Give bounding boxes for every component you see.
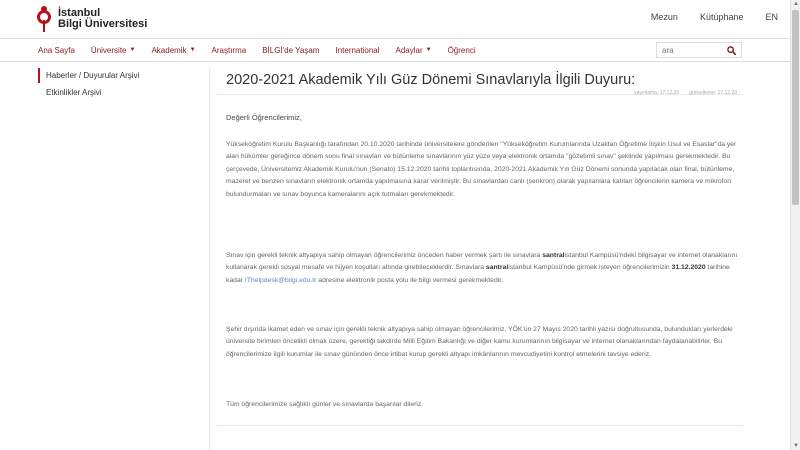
nav-item-academic[interactable] (151, 46, 195, 55)
text-span: istanbul Kampüsü'nde girmek isteyen öğrencilerimizin (508, 264, 672, 272)
paragraph-4: Tüm öğrencilerimize sağlıklı günler ve sınavlarda başarılar dileriz. (226, 401, 424, 408)
sidebar-item-label: Haberler / Duyurular Arşivi (46, 71, 140, 80)
top-header (0, 0, 790, 38)
search-input[interactable] (657, 46, 719, 55)
nav-item-label: Akademik (151, 45, 187, 55)
paragraph-2 (226, 250, 738, 287)
top-link-library[interactable]: Kütüphane (699, 12, 744, 22)
nav-item-label: Adaylar (395, 45, 423, 55)
university-logo[interactable] (36, 6, 147, 32)
nav-item-label: Öğrenci (447, 45, 476, 55)
sidebar-item-events-archive[interactable] (38, 85, 209, 100)
page-title: 2020-2021 Akademik Yılı Güz Dönemi Sınavlarıyla İlgili Duyuru: (226, 72, 636, 88)
scrollbar[interactable] (790, 0, 800, 450)
main-navigation (0, 38, 790, 62)
scroll-up-icon[interactable]: ▲ (793, 1, 799, 7)
nav-item-label: BİLGİ'de Yaşam (262, 45, 320, 55)
search-box (656, 42, 742, 58)
chevron-down-icon: ▼ (129, 47, 136, 53)
greeting: Değerli Öğrencilerimiz, (226, 113, 302, 122)
nav-menu (38, 39, 492, 61)
scrollbar-thumb[interactable] (792, 10, 799, 205)
deadline-date: 31.12.2020 (671, 264, 706, 272)
helpdesk-email-link[interactable]: IThelpdesk@bilgi.edu.tr (244, 276, 317, 284)
article (217, 66, 743, 450)
chevron-down-icon: ▼ (189, 47, 196, 53)
published-date: yayınlama: 17.12.20 (634, 90, 680, 96)
logo-mark-icon (36, 6, 52, 32)
logo-line-2: Bilgi Üniversitesi (58, 18, 148, 30)
top-links (651, 12, 778, 22)
sidebar (38, 68, 210, 450)
search-button[interactable] (723, 43, 739, 57)
nav-item-student[interactable] (448, 46, 476, 55)
chevron-down-icon: ▼ (425, 47, 432, 53)
nav-item-university[interactable] (91, 46, 136, 55)
nav-item-label: Ana Sayfa (38, 45, 75, 55)
text-span: Sınav için gerekli teknik altyapıya sahip olmayan öğrencilerimiz önceden haber vermek şartı ile sınavlara (226, 252, 543, 259)
article-meta (634, 90, 737, 96)
nav-item-candidates[interactable] (396, 46, 432, 55)
paragraph-1: Yükseköğretim Kurulu Başkanlığı tarafından 20.10.2020 tarihinde üniversitelere gönderilen "Yükseköğretim Kurumlarında Uzaktan Öğretime İlişkin Usul ve Esaslar"da yer alan hükümler gereğince dönem sonu final sınavları ve bütünleme sınavlarının yüz yüze veya elektronik ortamda "gözetimli sınav" şeklinde yapılması gerekmektedir. Bu çerçevede, Üniversitemiz Akademik Kurulu'nun (Senato) 15.12.2020 tarihli toplantısında, 2020-2021 Akademik Yılı Güz Dönemi sonunda yapılacak olan final, bütünleme, mazeret ve benzeri sınavların elektronik ortamda yapılmasına karar verilmiştir. Bu sınavlardan canlı (senkron) olarak yapılanlara katılan öğrencilerin kamera ve mikrofon bulundurmaları ve sınav boyunca kameralarını açık tutmaları gerekmektedir. (226, 141, 737, 198)
logo-line-1: İstanbul (58, 7, 101, 19)
text-bold: santral (485, 264, 509, 272)
nav-item-label: Üniversite (90, 45, 127, 55)
scroll-down-icon[interactable]: ▼ (793, 443, 799, 449)
sidebar-item-label: Etkinlikler Arşivi (46, 88, 102, 97)
updated-date: güncelleme: 17.12.20 (689, 90, 737, 96)
content-divider (217, 425, 743, 426)
nav-item-label: International (335, 45, 380, 55)
top-link-language[interactable]: EN (765, 12, 778, 22)
nav-item-international[interactable] (335, 46, 379, 55)
top-link-alumni[interactable]: Mezun (650, 12, 678, 22)
sidebar-item-news-archive[interactable] (38, 68, 209, 83)
paragraph-3: Şehir dışında ikamet eden ve sınav için gerekli teknik altyapıya sahip olmayan öğrencilerimiz, YÖK'ün 27 Mayıs 2020 tarihli yazısı doğrultusunda, bulundukları yerlerdeki üniversite birimleri öncelikli olmak üzere, gerektiği takdirde Milli Eğitim Bakanlığı ve diğer kamu kurumlarının bilgisayar ve internet olanaklarından faydalanabilirler. Bu öğrencilerimize ilgili kurumlar ile sınav gününden önce irtibat kurup gerekli altyapı imkânlarının mevcudiyetini kontrol etmelerini tavsiye ederiz. (226, 326, 733, 358)
text-span: adresine elektronik posta yolu ile bilgi vermesi gerekmektedir. (316, 276, 504, 284)
text-span: istanbul Kampüsü'ndeki bilgisayar ve internet olanaklarını kullanarak gerekli sosyal mesafe ve hijyen koşulları altında girebileceklerdir. Sınavlara (226, 252, 738, 272)
logo-text (58, 8, 147, 30)
nav-item-life[interactable] (262, 46, 319, 55)
text-bold: santral (542, 252, 565, 259)
text-span: tarihine kadar (226, 264, 730, 284)
nav-item-research[interactable] (212, 46, 247, 55)
search-icon (727, 46, 736, 55)
nav-item-label: Araştırma (211, 45, 247, 55)
nav-item-home[interactable] (38, 46, 75, 55)
